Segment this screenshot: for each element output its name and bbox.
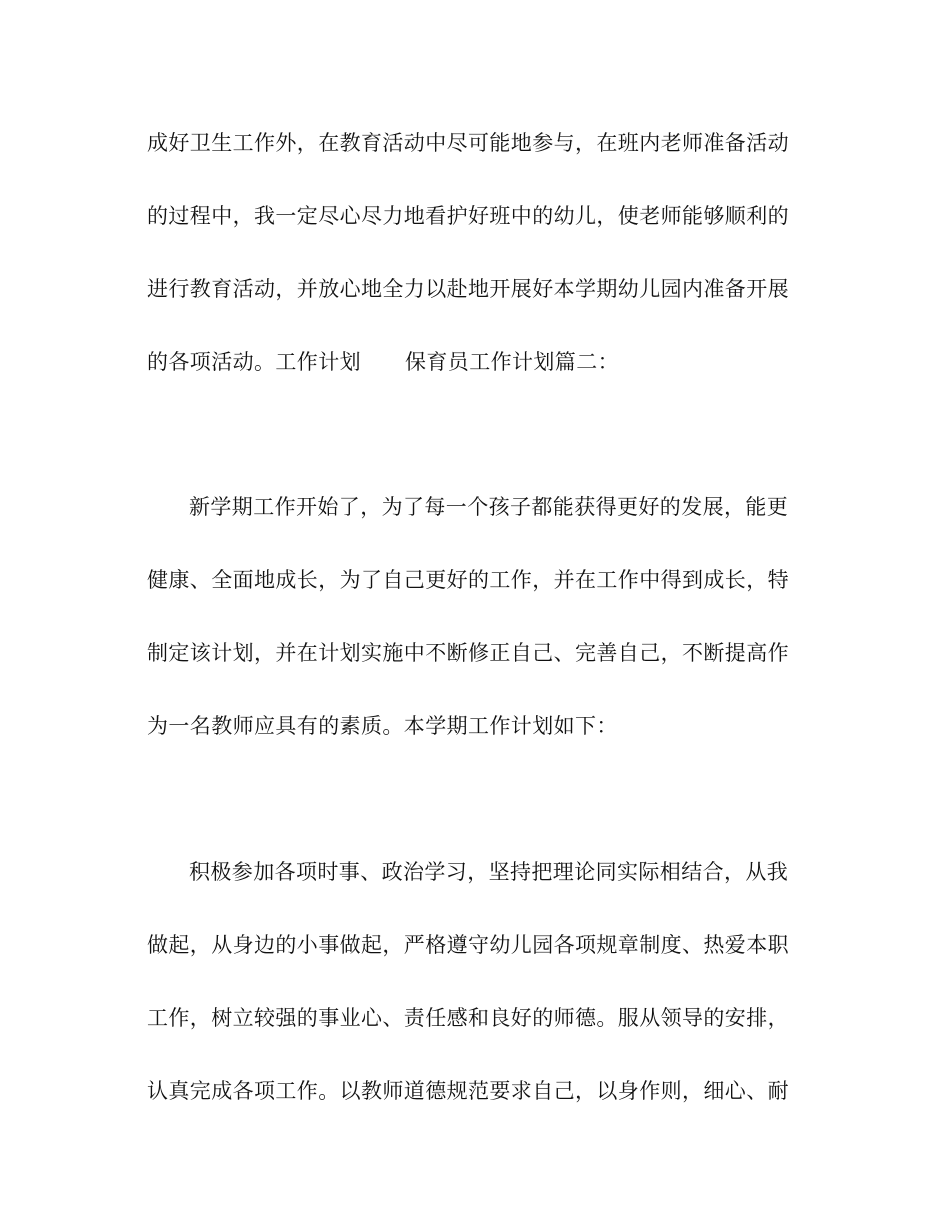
paragraph-line: 认真完成各项工作。以教师道德规范要求自己，以身作则，细心、耐 xyxy=(147,1079,789,1103)
paragraph-text: 的各项活动。工作计划 xyxy=(147,350,361,374)
paragraph-line: 为一名教师应具有的素质。本学期工作计划如下： xyxy=(147,714,618,738)
paragraph-line: 做起，从身边的小事做起，严格遵守幼儿园各项规章制度、热爱本职 xyxy=(147,933,789,957)
paragraph-line: 新学期工作开始了，为了每一个孩子都能获得更好的发展，能更 xyxy=(189,495,789,519)
paragraph-line: 健康、全面地成长，为了自己更好的工作，并在工作中得到成长，特 xyxy=(147,568,789,592)
paragraph-line: 成好卫生工作外，在教育活动中尽可能地参与，在班内老师准备活动 xyxy=(147,131,789,155)
paragraph-line: 积极参加各项时事、政治学习，坚持把理论同实际相结合，从我 xyxy=(189,860,789,884)
paragraph-line: 进行教育活动，并放心地全力以赴地开展好本学期幼儿园内准备开展 xyxy=(147,277,789,301)
section-title: 保育员工作计划篇二： xyxy=(405,350,619,374)
paragraph-line: 工作，树立较强的事业心、责任感和良好的师德。服从领导的安排， xyxy=(147,1006,789,1030)
paragraph-line-with-title xyxy=(147,349,807,375)
paragraph-line: 制定该计划，并在计划实施中不断修正自己、完善自己，不断提高作 xyxy=(147,641,789,665)
paragraph-line: 的过程中，我一定尽心尽力地看护好班中的幼儿，使老师能够顺利的 xyxy=(147,204,789,228)
